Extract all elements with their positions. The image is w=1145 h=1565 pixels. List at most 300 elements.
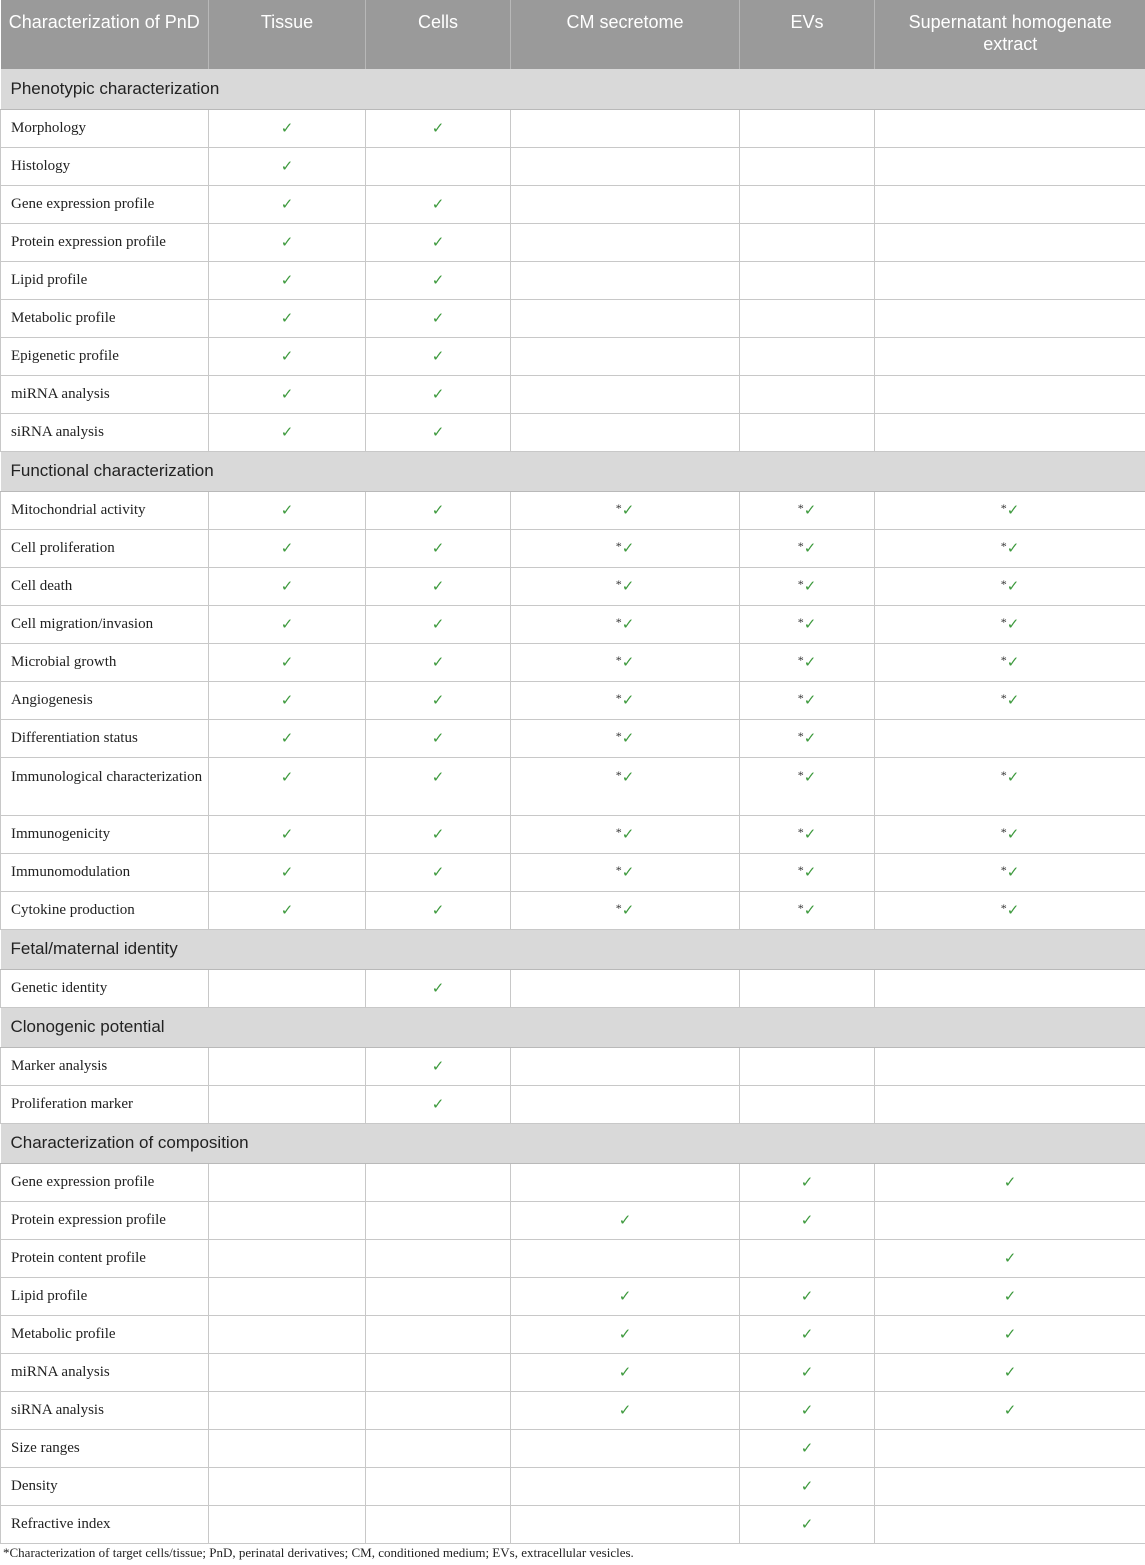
cell-evs <box>740 185 875 223</box>
table-row <box>1 1429 1145 1467</box>
cell-tissue <box>209 1163 366 1201</box>
header-evs: EVs <box>740 0 875 69</box>
cell-cm-secretome <box>511 719 740 757</box>
cell-supernatant <box>875 1315 1145 1353</box>
asterisk-mark: * <box>797 690 804 705</box>
cell-supernatant <box>875 969 1145 1007</box>
cell-cells <box>366 109 511 147</box>
asterisk-mark: * <box>615 728 622 743</box>
asterisk-mark: * <box>1000 767 1007 782</box>
table-row <box>1 1391 1145 1429</box>
check-icon: ✓ <box>280 194 294 213</box>
cell-evs <box>740 1391 875 1429</box>
cell-supernatant <box>875 1429 1145 1467</box>
cell-evs <box>740 891 875 929</box>
cell-supernatant <box>875 1505 1145 1543</box>
cell-cells <box>366 491 511 529</box>
cell-tissue <box>209 1085 366 1123</box>
check-icon: ✓ <box>618 1286 632 1305</box>
cell-evs <box>740 223 875 261</box>
cell-supernatant <box>875 375 1145 413</box>
asterisk-mark: * <box>797 728 804 743</box>
table-row <box>1 109 1145 147</box>
cell-cm-secretome <box>511 261 740 299</box>
cell-tissue <box>209 1239 366 1277</box>
check-icon: ✓ <box>621 538 635 557</box>
row-label: Mitochondrial activity <box>1 491 209 529</box>
cell-evs <box>740 1277 875 1315</box>
cell-tissue <box>209 757 366 815</box>
check-icon: ✓ <box>280 728 294 747</box>
check-icon: ✓ <box>431 346 445 365</box>
check-icon: ✓ <box>431 824 445 843</box>
table-row <box>1 605 1145 643</box>
table-row <box>1 1163 1145 1201</box>
cell-tissue <box>209 261 366 299</box>
cell-cm-secretome <box>511 815 740 853</box>
row-label: Differentiation status <box>1 719 209 757</box>
cell-evs <box>740 567 875 605</box>
section-row <box>1 1007 1145 1047</box>
cell-cm-secretome <box>511 1201 740 1239</box>
cell-cells <box>366 529 511 567</box>
asterisk-mark: * <box>1000 900 1007 915</box>
cell-tissue <box>209 491 366 529</box>
cell-supernatant <box>875 529 1145 567</box>
check-icon: ✓ <box>1006 576 1020 595</box>
cell-cm-secretome <box>511 147 740 185</box>
cell-evs <box>740 1315 875 1353</box>
table-row <box>1 1201 1145 1239</box>
check-icon: ✓ <box>280 308 294 327</box>
row-label: Morphology <box>1 109 209 147</box>
asterisk-mark: * <box>797 500 804 515</box>
asterisk-mark: * <box>615 500 622 515</box>
cell-cm-secretome <box>511 337 740 375</box>
cell-supernatant <box>875 719 1145 757</box>
row-label: Lipid profile <box>1 261 209 299</box>
cell-cells <box>366 1277 511 1315</box>
cell-evs <box>740 1353 875 1391</box>
check-icon: ✓ <box>431 690 445 709</box>
check-icon: ✓ <box>1006 767 1020 786</box>
cell-tissue <box>209 1201 366 1239</box>
cell-cells <box>366 1505 511 1543</box>
asterisk-mark: * <box>1000 500 1007 515</box>
check-icon: ✓ <box>1003 1362 1017 1381</box>
cell-supernatant <box>875 337 1145 375</box>
asterisk-mark: * <box>615 576 622 591</box>
check-icon: ✓ <box>431 232 445 251</box>
check-icon: ✓ <box>803 900 817 919</box>
cell-evs <box>740 969 875 1007</box>
row-label: Gene expression profile <box>1 1163 209 1201</box>
check-icon: ✓ <box>803 690 817 709</box>
asterisk-mark: * <box>797 538 804 553</box>
cell-evs <box>740 1429 875 1467</box>
cell-cells <box>366 853 511 891</box>
cell-evs <box>740 1047 875 1085</box>
check-icon: ✓ <box>431 500 445 519</box>
cell-supernatant <box>875 1047 1145 1085</box>
asterisk-mark: * <box>615 900 622 915</box>
cell-cm-secretome <box>511 1163 740 1201</box>
cell-tissue <box>209 1391 366 1429</box>
cell-tissue <box>209 719 366 757</box>
cell-cells <box>366 681 511 719</box>
cell-cm-secretome <box>511 681 740 719</box>
cell-supernatant <box>875 1201 1145 1239</box>
asterisk-mark: * <box>1000 862 1007 877</box>
cell-supernatant <box>875 681 1145 719</box>
table-row <box>1 891 1145 929</box>
cell-cells <box>366 1429 511 1467</box>
asterisk-mark: * <box>615 862 622 877</box>
row-label: Size ranges <box>1 1429 209 1467</box>
header-tissue: Tissue <box>209 0 366 69</box>
header-cm-secretome: CM secretome <box>511 0 740 69</box>
cell-tissue <box>209 815 366 853</box>
table-header <box>1 0 1145 69</box>
check-icon: ✓ <box>280 346 294 365</box>
asterisk-mark: * <box>797 652 804 667</box>
check-icon: ✓ <box>621 652 635 671</box>
cell-cells <box>366 719 511 757</box>
cell-tissue <box>209 109 366 147</box>
asterisk-mark: * <box>1000 538 1007 553</box>
asterisk-mark: * <box>615 614 622 629</box>
cell-cells <box>366 1353 511 1391</box>
cell-evs <box>740 853 875 891</box>
cell-cm-secretome <box>511 1391 740 1429</box>
check-icon: ✓ <box>280 156 294 175</box>
table-row <box>1 757 1145 815</box>
check-icon: ✓ <box>280 824 294 843</box>
cell-supernatant <box>875 491 1145 529</box>
cell-evs <box>740 261 875 299</box>
table-row <box>1 719 1145 757</box>
row-label: Protein content profile <box>1 1239 209 1277</box>
check-icon: ✓ <box>800 1362 814 1381</box>
section-title: Characterization of composition <box>1 1123 1145 1163</box>
table-row <box>1 413 1145 451</box>
cell-cells <box>366 1201 511 1239</box>
table-row <box>1 223 1145 261</box>
check-icon: ✓ <box>280 862 294 881</box>
cell-cm-secretome <box>511 1239 740 1277</box>
cell-cells <box>366 891 511 929</box>
check-icon: ✓ <box>618 1362 632 1381</box>
cell-evs <box>740 1467 875 1505</box>
header-cells: Cells <box>366 0 511 69</box>
cell-cells <box>366 1239 511 1277</box>
cell-supernatant <box>875 605 1145 643</box>
cell-cells <box>366 605 511 643</box>
check-icon: ✓ <box>803 767 817 786</box>
cell-tissue <box>209 853 366 891</box>
cell-tissue <box>209 529 366 567</box>
check-icon: ✓ <box>621 862 635 881</box>
table-row <box>1 815 1145 853</box>
cell-evs <box>740 1505 875 1543</box>
row-label: Protein expression profile <box>1 1201 209 1239</box>
cell-supernatant <box>875 1239 1145 1277</box>
check-icon: ✓ <box>280 422 294 441</box>
cell-cells <box>366 337 511 375</box>
cell-cm-secretome <box>511 1429 740 1467</box>
table-row <box>1 491 1145 529</box>
check-icon: ✓ <box>621 900 635 919</box>
table-row <box>1 1353 1145 1391</box>
row-label: Metabolic profile <box>1 299 209 337</box>
cell-cm-secretome <box>511 299 740 337</box>
cell-evs <box>740 147 875 185</box>
cell-cm-secretome <box>511 567 740 605</box>
check-icon: ✓ <box>280 384 294 403</box>
cell-cells <box>366 223 511 261</box>
cell-tissue <box>209 375 366 413</box>
check-icon: ✓ <box>618 1324 632 1343</box>
section-row <box>1 929 1145 969</box>
section-row <box>1 69 1145 109</box>
check-icon: ✓ <box>803 576 817 595</box>
section-title: Clonogenic potential <box>1 1007 1145 1047</box>
cell-cm-secretome <box>511 1315 740 1353</box>
cell-cm-secretome <box>511 643 740 681</box>
cell-evs <box>740 681 875 719</box>
header-supernatant: Supernatant homogenate extract <box>875 0 1145 69</box>
cell-tissue <box>209 969 366 1007</box>
cell-supernatant <box>875 109 1145 147</box>
check-icon: ✓ <box>280 690 294 709</box>
section-title: Functional characterization <box>1 451 1145 491</box>
cell-cm-secretome <box>511 1353 740 1391</box>
check-icon: ✓ <box>431 767 445 786</box>
cell-cells <box>366 1315 511 1353</box>
cell-cm-secretome <box>511 491 740 529</box>
check-icon: ✓ <box>1003 1324 1017 1343</box>
row-label: Cell proliferation <box>1 529 209 567</box>
cell-tissue <box>209 299 366 337</box>
cell-evs <box>740 337 875 375</box>
table-row <box>1 567 1145 605</box>
cell-cells <box>366 1047 511 1085</box>
check-icon: ✓ <box>1003 1248 1017 1267</box>
cell-tissue <box>209 1353 366 1391</box>
cell-tissue <box>209 1047 366 1085</box>
check-icon: ✓ <box>1006 500 1020 519</box>
check-icon: ✓ <box>800 1286 814 1305</box>
check-icon: ✓ <box>803 614 817 633</box>
row-label: Histology <box>1 147 209 185</box>
cell-cells <box>366 1163 511 1201</box>
asterisk-mark: * <box>615 652 622 667</box>
cell-tissue <box>209 147 366 185</box>
cell-cells <box>366 147 511 185</box>
cell-cm-secretome <box>511 529 740 567</box>
check-icon: ✓ <box>800 1400 814 1419</box>
check-icon: ✓ <box>800 1210 814 1229</box>
asterisk-mark: * <box>1000 614 1007 629</box>
cell-cm-secretome <box>511 853 740 891</box>
table-row <box>1 1505 1145 1543</box>
asterisk-mark: * <box>797 576 804 591</box>
cell-cells <box>366 757 511 815</box>
asterisk-mark: * <box>615 538 622 553</box>
cell-evs <box>740 643 875 681</box>
check-icon: ✓ <box>431 900 445 919</box>
check-icon: ✓ <box>621 614 635 633</box>
table-row <box>1 681 1145 719</box>
check-icon: ✓ <box>800 1476 814 1495</box>
row-label: Angiogenesis <box>1 681 209 719</box>
check-icon: ✓ <box>1006 614 1020 633</box>
cell-cm-secretome <box>511 1467 740 1505</box>
check-icon: ✓ <box>800 1514 814 1533</box>
cell-supernatant <box>875 1163 1145 1201</box>
check-icon: ✓ <box>431 978 445 997</box>
cell-tissue <box>209 337 366 375</box>
row-label: siRNA analysis <box>1 1391 209 1429</box>
cell-tissue <box>209 1315 366 1353</box>
cell-evs <box>740 491 875 529</box>
cell-supernatant <box>875 185 1145 223</box>
row-label: Immunomodulation <box>1 853 209 891</box>
asterisk-mark: * <box>1000 652 1007 667</box>
table-row <box>1 1315 1145 1353</box>
cell-cells <box>366 643 511 681</box>
row-label: Microbial growth <box>1 643 209 681</box>
asterisk-mark: * <box>1000 690 1007 705</box>
cell-supernatant <box>875 757 1145 815</box>
check-icon: ✓ <box>800 1438 814 1457</box>
row-label: Metabolic profile <box>1 1315 209 1353</box>
cell-tissue <box>209 1467 366 1505</box>
cell-cells <box>366 375 511 413</box>
row-label: Cell death <box>1 567 209 605</box>
row-label: miRNA analysis <box>1 375 209 413</box>
check-icon: ✓ <box>621 824 635 843</box>
cell-evs <box>740 1201 875 1239</box>
check-icon: ✓ <box>1006 690 1020 709</box>
check-icon: ✓ <box>280 652 294 671</box>
table-row <box>1 969 1145 1007</box>
cell-supernatant <box>875 567 1145 605</box>
check-icon: ✓ <box>1006 824 1020 843</box>
asterisk-mark: * <box>797 614 804 629</box>
section-row <box>1 451 1145 491</box>
check-icon: ✓ <box>280 232 294 251</box>
check-icon: ✓ <box>621 690 635 709</box>
check-icon: ✓ <box>1006 862 1020 881</box>
cell-supernatant <box>875 1467 1145 1505</box>
table-row <box>1 1085 1145 1123</box>
cell-supernatant <box>875 643 1145 681</box>
table-row <box>1 375 1145 413</box>
row-label: Marker analysis <box>1 1047 209 1085</box>
cell-tissue <box>209 567 366 605</box>
check-icon: ✓ <box>1003 1172 1017 1191</box>
check-icon: ✓ <box>431 422 445 441</box>
cell-cells <box>366 969 511 1007</box>
table-row <box>1 643 1145 681</box>
cell-evs <box>740 299 875 337</box>
cell-supernatant <box>875 853 1145 891</box>
check-icon: ✓ <box>618 1210 632 1229</box>
check-icon: ✓ <box>431 614 445 633</box>
row-label: siRNA analysis <box>1 413 209 451</box>
row-label: Gene expression profile <box>1 185 209 223</box>
table-row <box>1 1277 1145 1315</box>
cell-evs <box>740 815 875 853</box>
cell-cm-secretome <box>511 1505 740 1543</box>
cell-cells <box>366 413 511 451</box>
check-icon: ✓ <box>280 118 294 137</box>
table-row <box>1 853 1145 891</box>
section-title: Phenotypic characterization <box>1 69 1145 109</box>
cell-cm-secretome <box>511 1085 740 1123</box>
cell-cells <box>366 1391 511 1429</box>
asterisk-mark: * <box>615 690 622 705</box>
check-icon: ✓ <box>618 1400 632 1419</box>
check-icon: ✓ <box>1003 1400 1017 1419</box>
table-body <box>1 69 1145 1543</box>
check-icon: ✓ <box>1006 652 1020 671</box>
check-icon: ✓ <box>803 538 817 557</box>
cell-supernatant <box>875 1353 1145 1391</box>
cell-cm-secretome <box>511 891 740 929</box>
check-icon: ✓ <box>621 728 635 747</box>
table-row <box>1 1047 1145 1085</box>
asterisk-mark: * <box>797 900 804 915</box>
cell-cells <box>366 1467 511 1505</box>
cell-cells <box>366 1085 511 1123</box>
row-label: Lipid profile <box>1 1277 209 1315</box>
cell-evs <box>740 1163 875 1201</box>
section-row <box>1 1123 1145 1163</box>
check-icon: ✓ <box>621 767 635 786</box>
check-icon: ✓ <box>803 500 817 519</box>
check-icon: ✓ <box>803 728 817 747</box>
asterisk-mark: * <box>1000 576 1007 591</box>
cell-tissue <box>209 185 366 223</box>
asterisk-mark: * <box>797 767 804 782</box>
row-label: Proliferation marker <box>1 1085 209 1123</box>
check-icon: ✓ <box>280 576 294 595</box>
cell-supernatant <box>875 1277 1145 1315</box>
check-icon: ✓ <box>1003 1286 1017 1305</box>
check-icon: ✓ <box>280 900 294 919</box>
cell-evs <box>740 757 875 815</box>
table-footnote: *Characterization of target cells/tissue; PnD, perinatal derivatives; CM, conditioned medium; EVs, extracellular vesicles. <box>3 1545 634 1560</box>
row-label: Refractive index <box>1 1505 209 1543</box>
cell-evs <box>740 719 875 757</box>
check-icon: ✓ <box>803 652 817 671</box>
cell-supernatant <box>875 1085 1145 1123</box>
cell-cells <box>366 815 511 853</box>
row-label: Cell migration/invasion <box>1 605 209 643</box>
asterisk-mark: * <box>797 824 804 839</box>
cell-tissue <box>209 1277 366 1315</box>
row-label: Immunological characterization <box>1 757 209 815</box>
cell-tissue <box>209 223 366 261</box>
cell-cells <box>366 567 511 605</box>
row-label: Protein expression profile <box>1 223 209 261</box>
check-icon: ✓ <box>431 1094 445 1113</box>
check-icon: ✓ <box>803 862 817 881</box>
header-characterization: Characterization of PnD <box>1 0 209 69</box>
check-icon: ✓ <box>431 308 445 327</box>
